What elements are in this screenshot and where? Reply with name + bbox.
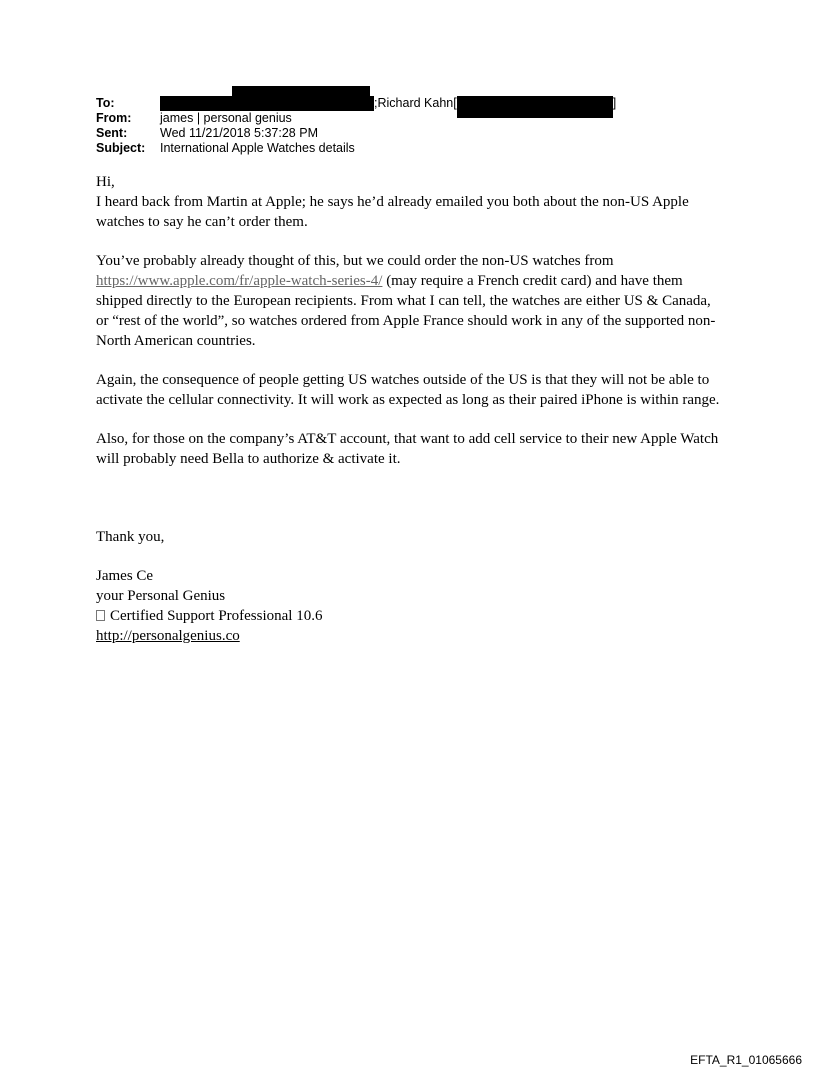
subject-value: International Apple Watches details — [160, 141, 355, 155]
signature-cert — [96, 606, 726, 626]
greeting: Hi, — [96, 174, 115, 190]
paragraph-1: I heard back from Martin at Apple; he says he’d already emailed you both about the non-US Apple watches to say he can’t order them. — [96, 194, 689, 230]
redaction-block — [457, 96, 613, 118]
to-close-bracket: ] — [612, 96, 617, 110]
to-second-recipient: Richard Kahn[ — [377, 96, 457, 110]
signature-title: your Personal Genius — [96, 588, 226, 604]
sent-label: Sent: — [96, 126, 128, 140]
redaction-block — [160, 96, 374, 111]
apple-watch-link[interactable]: https://www.apple.com/fr/apple-watch-series-4/ — [96, 273, 383, 289]
to-label: To: — [96, 96, 115, 110]
paragraph-2 — [96, 251, 726, 351]
redaction-block-top — [232, 86, 370, 96]
to-separator: ; — [374, 96, 378, 110]
signature-website — [96, 626, 726, 646]
email-body — [96, 172, 726, 646]
signature-cert-text: Certified Support Professional 10.6 — [110, 608, 323, 624]
from-value: james | personal genius — [160, 111, 292, 125]
closing: Thank you, — [96, 529, 165, 545]
sent-value: Wed 11/21/2018 5:37:28 PM — [160, 126, 318, 140]
from-label: From: — [96, 111, 132, 125]
subject-label: Subject: — [96, 141, 146, 155]
document-id: EFTA_R1_01065666 — [690, 1053, 802, 1067]
paragraph-2-text-after: (may require a French credit card) and have them shipped directly to the European recipients. From what I can tell, the watches are either US & Canada, or “rest of the world”, so watches ordered from Apple France should work in any of the supported non-North American countries. — [96, 273, 716, 349]
paragraph-2-text-before: You’ve probably already thought of this, but we could order the non-US watches from — [96, 253, 614, 269]
missing-glyph-icon — [96, 610, 105, 621]
website-link[interactable]: http://personalgenius.co — [96, 628, 240, 644]
paragraph-3: Again, the consequence of people getting US watches outside of the US is that they will not be able to activate the cellular connectivity. It will work as expected as long as their paired iPhone is within range. — [96, 372, 720, 408]
signature-name: James Ce — [96, 568, 154, 584]
paragraph-4: Also, for those on the company’s AT&T account, that want to add cell service to their new Apple Watch will probably need Bella to authorize & activate it. — [96, 431, 719, 467]
